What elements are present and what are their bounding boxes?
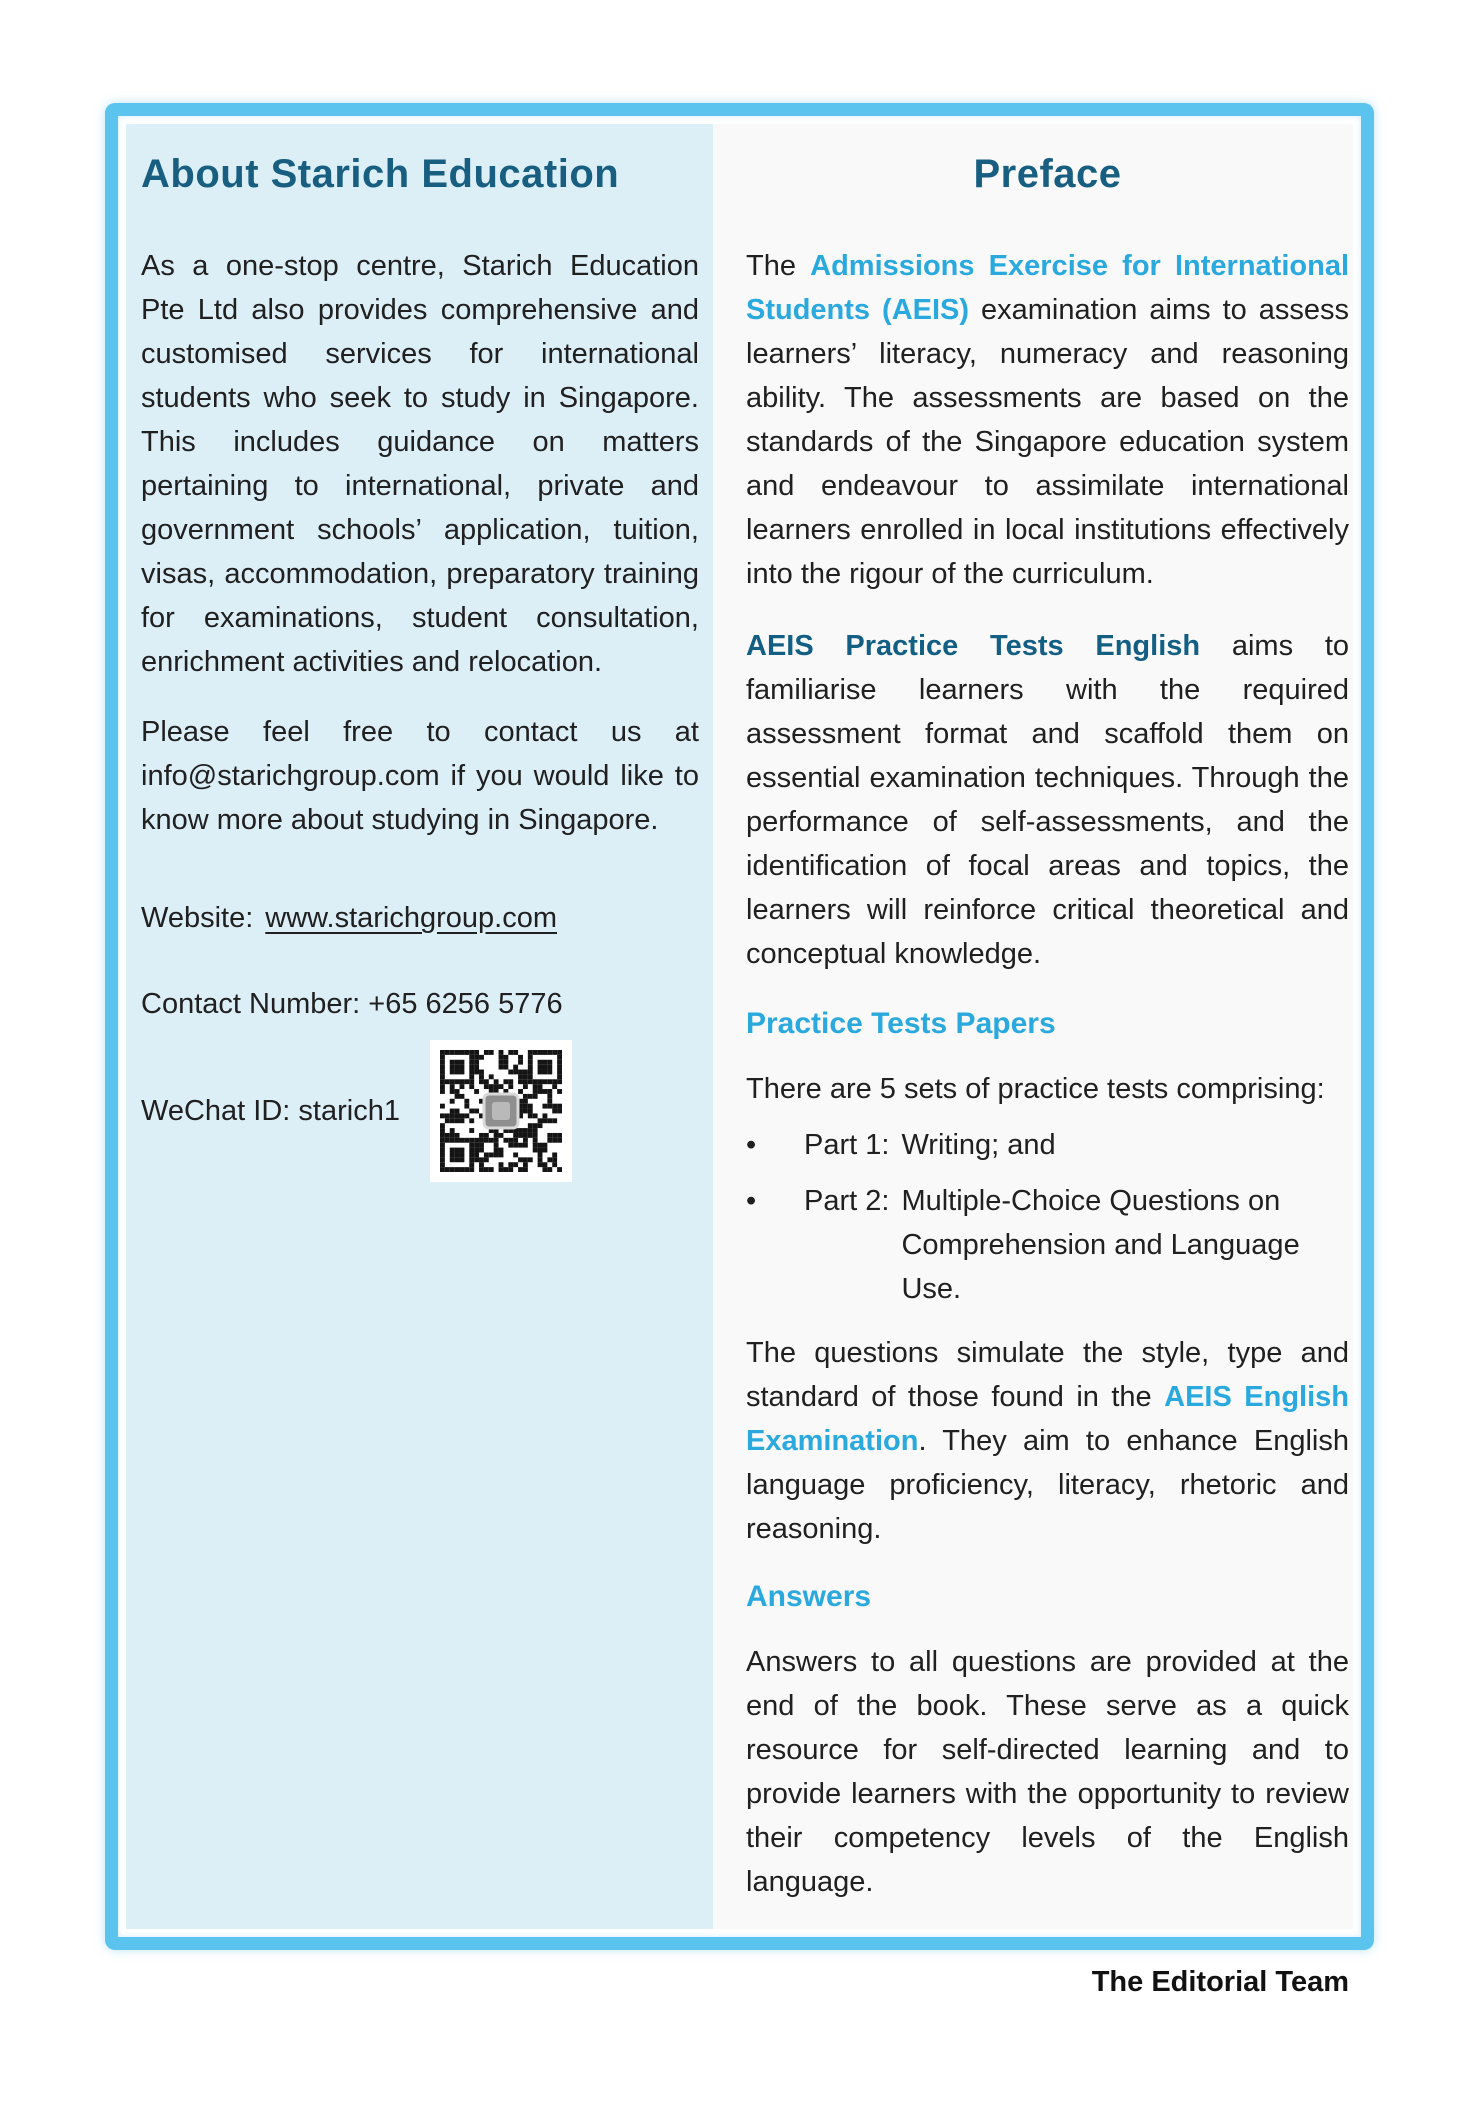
list-item-part-1 [746, 1123, 1349, 1167]
website-link[interactable]: www.starichgroup.com [265, 902, 558, 934]
website-label: Website: [141, 902, 254, 934]
bullet-icon: • [746, 1184, 757, 1217]
about-heading: About Starich Education [141, 152, 620, 196]
part-2-text: Multiple-Choice Questions on Comprehension and Language Use. [901, 1184, 1300, 1305]
part-1-text: Writing; and [901, 1128, 1056, 1161]
about-column [126, 124, 713, 1929]
p1-lead: The [746, 250, 811, 282]
p2-rest: aims to familiarise learners with the required assessment format and scaffold them on essential examination techniques. Through the performance of self-assessments, and the identification of focal areas and topics, the learners will reinforce critical theoretical and conceptual knowledge. [746, 630, 1350, 970]
wechat-qr-code [430, 1040, 572, 1182]
p1-rest: examination aims to assess learners’ literacy, numeracy and reasoning ability. The assessments are based on the standards of the Singapore education system and endeavour to assimilate international learners enrolled in local institutions effectively into the rigour of the curriculum. [746, 294, 1349, 590]
editorial-team-signoff: The Editorial Team [1091, 1965, 1349, 1998]
wechat-label: WeChat ID: starich1 [141, 1095, 400, 1127]
preface-heading: Preface [973, 152, 1122, 196]
contact-line: Contact Number: +65 6256 5776 [141, 988, 563, 1020]
subheading-answers: Answers [746, 1579, 872, 1613]
book-title-highlight: AEIS Practice Tests English [746, 630, 1201, 662]
preface-paragraph-3 [746, 1331, 1349, 1551]
preface-column [713, 124, 1353, 1998]
preface-paragraph-1 [746, 244, 1349, 596]
list-item-part-2 [746, 1179, 1349, 1311]
bullet-icon: • [746, 1128, 757, 1161]
part-1-label: Part 1: [804, 1128, 890, 1161]
preface-paragraph-2 [746, 624, 1349, 976]
about-paragraph-1: As a one-stop centre, Starich Education Pte Ltd also provides comprehensive and customised services for international students who seek to study in Singapore. This includes guidance on matters pertaining to international, private and government schools’ application, tuition, visas, accommodation, preparatory training for examinations, student consultation, enrichment activities and relocation. [141, 250, 699, 678]
answers-paragraph: Answers to all questions are provided at the end of the book. These serve as a quick resource for self-directed learning and to provide learners with the opportunity to review their competency levels of the English language. [746, 1645, 1349, 1898]
part-2-label: Part 2: [804, 1184, 890, 1217]
content-frame [105, 103, 1374, 1998]
p3-lead: The questions simulate the style, type and standard of those found in the [746, 1336, 1349, 1413]
practice-tests-intro: There are 5 sets of practice tests comprising: [746, 1072, 1325, 1105]
qr-pattern [440, 1050, 562, 1172]
about-paragraph-2: Please feel free to contact us at info@starichgroup.com if you would like to know more about studying in Singapore. [141, 716, 699, 836]
website-line [141, 896, 699, 940]
subheading-practice-tests-papers: Practice Tests Papers [746, 1007, 1056, 1040]
aeis-highlight: Admissions Exercise for International Students (AEIS) [746, 250, 1349, 326]
p3-rest: . They aim to enhance English language proficiency, literacy, rhetoric and reasoning. [746, 1424, 1349, 1545]
aeis-english-exam-highlight: AEIS English Examination [746, 1380, 1349, 1457]
wechat-row [141, 1040, 699, 1182]
